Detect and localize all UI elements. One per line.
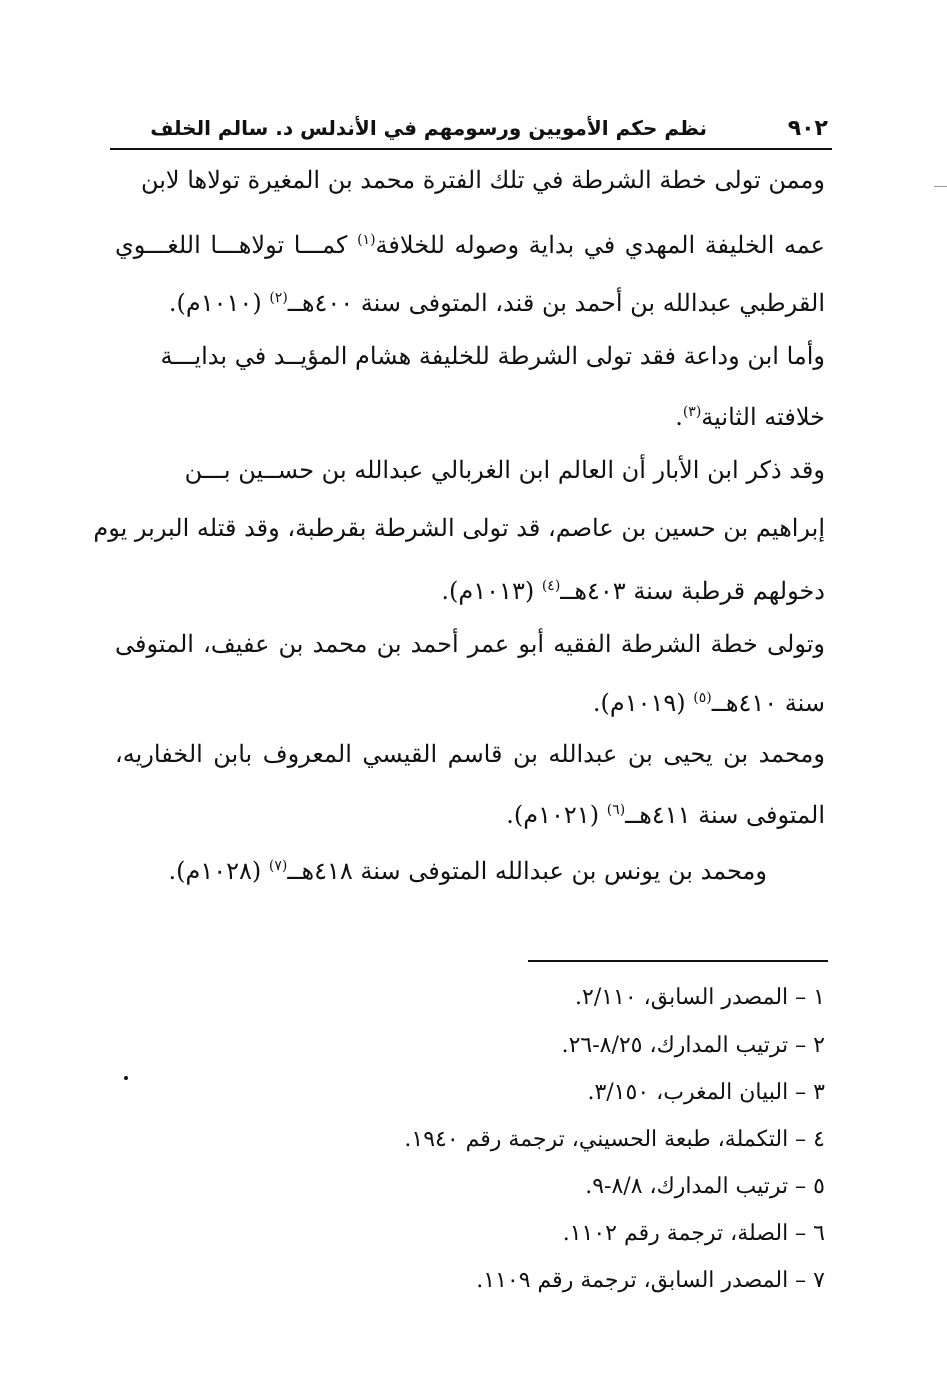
footnote-separator xyxy=(528,960,828,962)
footnote-ref: (٣) xyxy=(682,404,702,420)
running-title: نظم حكم الأمويين ورسومهم في الأندلس د. سالم الخلف xyxy=(150,116,707,140)
footnote-ref: (٢) xyxy=(269,290,288,306)
footnote-ref: (٦) xyxy=(606,802,626,818)
footnote: ٢ – ترتيب المدارك، ٨/٢٥-٢٦. xyxy=(561,1033,825,1058)
footnote-ref: (٥) xyxy=(693,690,712,706)
body-line: عمه الخليفة المهدي في بداية وصوله للخلافة$^{(١)}$ كمـــا تولاهـــا اللغـــوي xyxy=(115,231,826,259)
footnote: ٤ – التكملة، طبعة الحسيني، ترجمة رقم ١٩٤٠. xyxy=(404,1127,825,1152)
body-line: دخولهم قرطبة سنة ٤٠٣هــ$^{(٤)}$ (١٠١٣م). xyxy=(441,577,825,605)
running-header xyxy=(110,112,832,150)
body-line: المتوفى سنة ٤١١هــ$^{(٦)}$ (١٠٢١م). xyxy=(506,801,825,829)
body-line: القرطبي عبدالله بن أحمد بن قند، المتوفى سنة ٤٠٠هــ$^{(٢)}$ (١٠١٠م). xyxy=(168,289,825,317)
body-line: وتولى خطة الشرطة الفقيه أبو عمر أحمد بن محمد بن عفيف، المتوفى xyxy=(115,630,825,658)
body-line: سنة ٤١٠هــ$^{(٥)}$ (١٠١٩م). xyxy=(592,689,825,717)
footnote: ١ – المصدر السابق، ٢/١١٠. xyxy=(575,985,825,1010)
footnote: ٧ – المصدر السابق، ترجمة رقم ١١٠٩. xyxy=(476,1268,825,1293)
footnote-ref: (٧) xyxy=(268,858,288,874)
footnote: ٣ – البيان المغرب، ٣/١٥٠. xyxy=(587,1080,825,1105)
footnote-ref: (٤) xyxy=(541,578,561,594)
footnote: ٦ – الصلة، ترجمة رقم ١١٠٢. xyxy=(562,1221,825,1246)
stray-dot xyxy=(124,1076,128,1080)
body-line: وممن تولى خطة الشرطة في تلك الفترة محمد بن المغيرة تولاها لابن xyxy=(140,166,825,194)
footnote: ٥ – ترتيب المدارك، ٨/٨-٩. xyxy=(585,1174,825,1199)
footnote-ref: (١) xyxy=(357,232,376,248)
body-line: وأما ابن وداعة فقد تولى الشرطة للخليفة هشام المؤيــد في بدايـــة xyxy=(160,342,825,370)
body-line: ومحمد بن يونس بن عبدالله المتوفى سنة ٤١٨هــ$^{(٧)}$ (١٠٢٨م). xyxy=(168,857,767,885)
body-line: خلافته الثانية$^{(٣)}$. xyxy=(675,403,825,431)
body-line: ومحمد بن يحيى بن عبدالله بن قاسم القيسي المعروف بابن الخفاريه، xyxy=(115,740,825,768)
body-line: إبراهيم بن حسين بن عاصم، قد تولى الشرطة بقرطبة، وقد قتله البربر يوم xyxy=(93,514,825,542)
page-number: ٩٠٢ xyxy=(787,116,828,141)
margin-mark xyxy=(934,186,947,187)
body-line: وقد ذكر ابن الأبار أن العالم ابن الغربالي عبدالله بن حســين بـــن xyxy=(184,456,825,484)
